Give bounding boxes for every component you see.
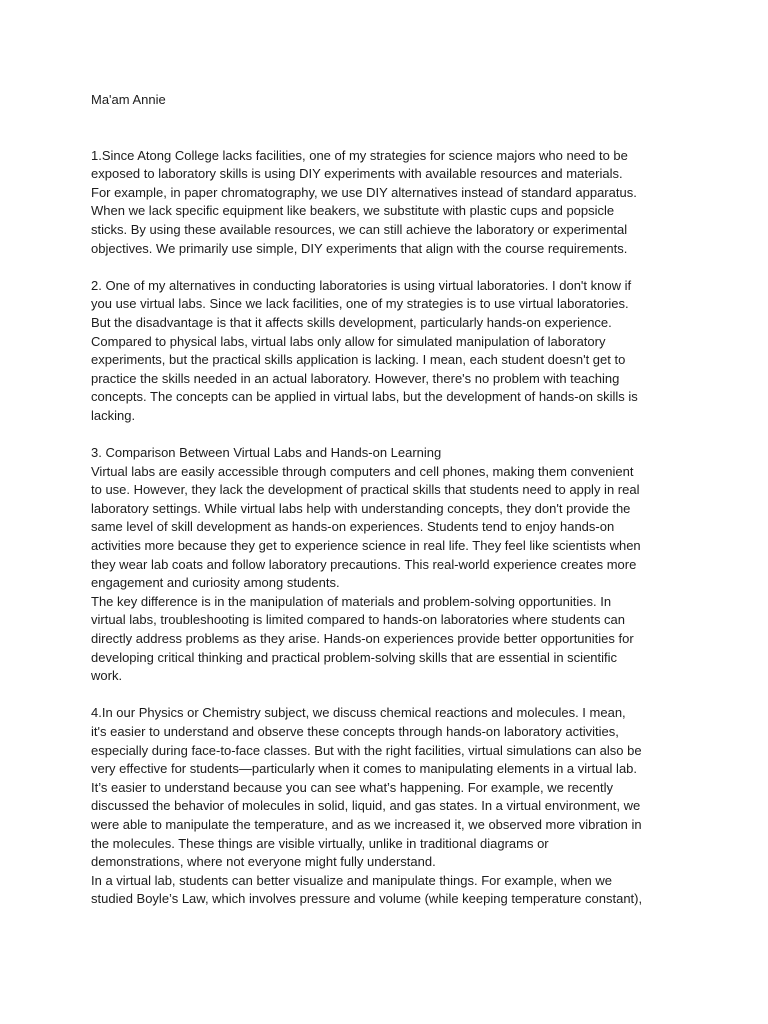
text-line: objectives. We primarily use simple, DIY experiments that align with the course requirements. bbox=[91, 240, 628, 256]
text-line: work. bbox=[91, 668, 123, 684]
text-line: 2. One of my alternatives in conducting laboratories is using virtual laboratories. I don't know if bbox=[91, 277, 632, 293]
text-line: demonstrations, where not everyone might fully understand. bbox=[91, 854, 436, 870]
text-line: lacking. bbox=[91, 407, 136, 423]
text-line: same level of skill development as hands-on experiences. Students tend to enjoy hands-on bbox=[91, 519, 615, 535]
text-line: studied Boyle’s Law, which involves pressure and volume (while keeping temperature constant), bbox=[91, 891, 643, 907]
text-line: The key difference is in the manipulation of materials and problem-solving opportunities. In bbox=[91, 593, 612, 609]
text-line: were able to manipulate the temperature, and as we increased it, we observed more vibration in bbox=[91, 816, 642, 832]
text-line: especially during face-to-face classes. But with the right facilities, virtual simulations can also be bbox=[91, 742, 642, 758]
greeting-line: Ma'am Annie bbox=[91, 92, 166, 107]
text-line: they wear lab coats and follow laboratory precautions. This real-world experience creates more bbox=[91, 556, 637, 572]
text-line: you use virtual labs. Since we lack facilities, one of my strategies is to use virtual laboratories. bbox=[91, 296, 629, 312]
text-line: directly address problems as they arise. Hands-on experiences provide better opportunities for bbox=[91, 631, 634, 647]
text-line: 4.In our Physics or Chemistry subject, we discuss chemical reactions and molecules. I mean, bbox=[91, 705, 626, 721]
text-line: Virtual labs are easily accessible through computers and cell phones, making them convenient bbox=[91, 463, 634, 479]
text-line: 3. Comparison Between Virtual Labs and Hands-on Learning bbox=[91, 445, 442, 461]
text-line: In a virtual lab, students can better visualize and manipulate things. For example, when we bbox=[91, 872, 613, 888]
text-line: very effective for students—particularly when it comes to manipulating elements in a virtual lab. bbox=[91, 761, 638, 777]
text-line: For example, in paper chromatography, we use DIY alternatives instead of standard apparatus. bbox=[91, 184, 637, 200]
text-line: laboratory settings. While virtual labs help with understanding concepts, they don't provide the bbox=[91, 500, 631, 516]
text-line: But the disadvantage is that it affects skills development, particularly hands-on experience. bbox=[91, 314, 612, 330]
text-line: to use. However, they lack the development of practical skills that students need to apply in real bbox=[91, 482, 640, 498]
text-line: practice the skills needed in an actual laboratory. However, there's no problem with teaching bbox=[91, 370, 620, 386]
text-line: It’s easier to understand because you can see what’s happening. For example, we recently bbox=[91, 779, 613, 795]
document-body bbox=[91, 147, 691, 909]
text-line: When we lack specific equipment like beakers, we substitute with plastic cups and popsicle bbox=[91, 203, 615, 219]
text-line: Compared to physical labs, virtual labs only allow for simulated manipulation of laboratory bbox=[91, 333, 606, 349]
text-line: developing critical thinking and practical problem-solving skills that are essential in scientific bbox=[91, 649, 618, 665]
paragraph-3 bbox=[91, 444, 691, 686]
text-line: activities more because they get to experience science in real life. They feel like scientists when bbox=[91, 538, 641, 554]
text-line: 1.Since Atong College lacks facilities, one of my strategies for science majors who need to be bbox=[91, 147, 628, 163]
text-line: engagement and curiosity among students. bbox=[91, 575, 340, 591]
text-line: sticks. By using these available resources, we can still achieve the laboratory or experimental bbox=[91, 221, 628, 237]
paragraph-1 bbox=[91, 147, 691, 259]
paragraph-4 bbox=[91, 704, 691, 909]
document-page bbox=[91, 91, 691, 928]
text-line: the molecules. These things are visible virtually, unlike in traditional diagrams or bbox=[91, 835, 549, 851]
text-line: exposed to laboratory skills is using DIY experiments with available resources and materials. bbox=[91, 166, 623, 182]
text-line: concepts. The concepts can be applied in virtual labs, but the development of hands-on skills is bbox=[91, 389, 638, 405]
text-line: experiments, but the practical skills application is lacking. I mean, each student doesn't get to bbox=[91, 352, 626, 368]
text-line: it's easier to understand and observe these concepts through hands-on laboratory activities, bbox=[91, 724, 619, 739]
paragraph-2 bbox=[91, 277, 691, 426]
text-line: discussed the behavior of molecules in solid, liquid, and gas states. In a virtual environment, we bbox=[91, 798, 641, 814]
text-line: virtual labs, troubleshooting is limited compared to hands-on laboratories where students can bbox=[91, 612, 626, 628]
